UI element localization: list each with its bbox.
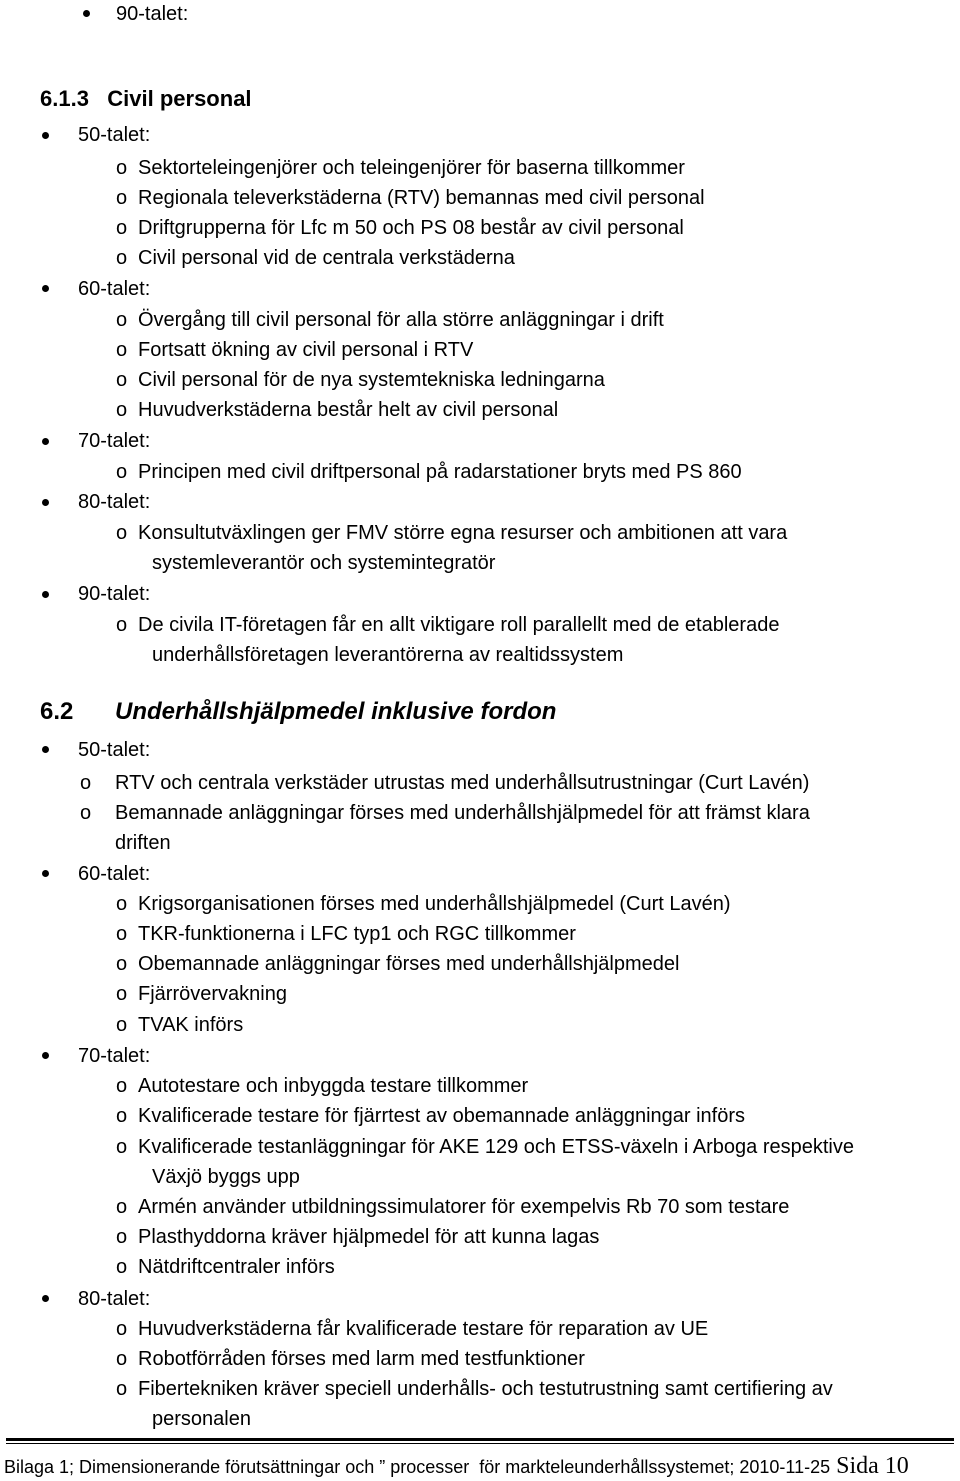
circle-bullet-icon: o: [116, 923, 128, 945]
list-item: Huvudverkstäderna får kvalificerade testare för reparation av UE: [138, 1318, 709, 1340]
list-item: Autotestare och inbyggda testare tillkommer: [138, 1075, 529, 1097]
list-item-continuation: personalen: [152, 1408, 251, 1430]
bullet-icon: [42, 870, 49, 877]
footer-text: Bilaga 1; Dimensionerande förutsättningar och ” processer för markteleunderhållssystemet; 2010-11-25: [4, 1457, 831, 1477]
bullet-icon: [42, 591, 49, 598]
bullet-icon: [42, 746, 49, 753]
circle-bullet-icon: o: [116, 187, 128, 209]
decade-label: 50-talet:: [78, 739, 151, 761]
circle-bullet-icon: o: [116, 1348, 128, 1370]
list-item: Huvudverkstäderna består helt av civil personal: [138, 399, 559, 421]
decade-label: 80-talet:: [78, 1288, 151, 1310]
list-item: TVAK införs: [138, 1014, 244, 1036]
circle-bullet-icon: o: [116, 983, 128, 1005]
list-item: Bemannade anläggningar förses med underhållshjälpmedel för att främst klara: [115, 802, 810, 824]
list-item: Civil personal vid de centrala verkstäderna: [138, 247, 515, 269]
circle-bullet-icon: o: [116, 614, 128, 636]
circle-bullet-icon: o: [116, 522, 128, 544]
list-item: Konsultutväxlingen ger FMV större egna resurser och ambitionen att vara: [138, 522, 788, 544]
list-item: Civil personal för de nya systemtekniska ledningarna: [138, 369, 605, 391]
footer-divider: [6, 1438, 954, 1441]
page-number: Sida 10: [836, 1453, 909, 1479]
list-item: Obemannade anläggningar förses med underhållshjälpmedel: [138, 953, 680, 975]
section-heading: Underhållshjälpmedel inklusive fordon: [115, 698, 557, 725]
circle-bullet-icon: o: [116, 1226, 128, 1248]
list-item-continuation: systemleverantör och systemintegratör: [152, 552, 496, 574]
circle-bullet-icon: o: [116, 461, 128, 483]
circle-bullet-icon: o: [116, 1075, 128, 1097]
circle-bullet-icon: o: [116, 1378, 128, 1400]
circle-bullet-icon: o: [80, 802, 92, 824]
section-heading: 6.1.3 Civil personal: [40, 86, 252, 111]
list-item: Fortsatt ökning av civil personal i RTV: [138, 339, 474, 361]
circle-bullet-icon: o: [116, 157, 128, 179]
circle-bullet-icon: o: [116, 339, 128, 361]
decade-label: 90-talet:: [78, 583, 151, 605]
circle-bullet-icon: o: [116, 399, 128, 421]
circle-bullet-icon: o: [116, 893, 128, 915]
decade-label: 70-talet:: [78, 1045, 151, 1067]
list-item-continuation: driften: [115, 832, 171, 854]
bullet-icon: [42, 438, 49, 445]
list-item: 90-talet:: [116, 3, 189, 25]
list-item-continuation: underhållsföretagen leverantörerna av realtidssystem: [152, 644, 624, 666]
list-item: Driftgrupperna för Lfc m 50 och PS 08 består av civil personal: [138, 217, 684, 239]
circle-bullet-icon: o: [116, 1105, 128, 1127]
list-item-continuation: Växjö byggs upp: [152, 1166, 300, 1188]
list-item: TKR-funktionerna i LFC typ1 och RGC tillkommer: [138, 923, 576, 945]
circle-bullet-icon: o: [116, 217, 128, 239]
page-footer: [4, 1455, 909, 1478]
list-item: Robotförråden förses med larm med testfunktioner: [138, 1348, 585, 1370]
bullet-icon: [42, 1295, 49, 1302]
list-item: Fibertekniken kräver speciell underhålls- och testutrustning samt certifiering av: [138, 1378, 833, 1400]
circle-bullet-icon: o: [116, 309, 128, 331]
circle-bullet-icon: o: [116, 1014, 128, 1036]
decade-label: 80-talet:: [78, 491, 151, 513]
section-number: 6.2: [40, 698, 74, 725]
bullet-icon: [42, 285, 49, 292]
decade-label: 70-talet:: [78, 430, 151, 452]
list-item: De civila IT-företagen får en allt viktigare roll parallellt med de etablerade: [138, 614, 780, 636]
circle-bullet-icon: o: [116, 369, 128, 391]
list-item: Nätdriftcentraler införs: [138, 1256, 335, 1278]
bullet-icon: [42, 499, 49, 506]
list-item: Plasthyddorna kräver hjälpmedel för att kunna lagas: [138, 1226, 600, 1248]
circle-bullet-icon: o: [116, 1256, 128, 1278]
decade-label: 60-talet:: [78, 278, 151, 300]
bullet-icon: [83, 10, 90, 17]
list-item: Övergång till civil personal för alla större anläggningar i drift: [138, 309, 664, 331]
list-item: Fjärrövervakning: [138, 983, 287, 1005]
list-item: Regionala televerkstäderna (RTV) bemannas med civil personal: [138, 187, 705, 209]
list-item: Armén använder utbildningssimulatorer för exempelvis Rb 70 som testare: [138, 1196, 790, 1218]
footer-divider-thin: [6, 1443, 954, 1444]
circle-bullet-icon: o: [116, 247, 128, 269]
list-item: Kvalificerade testanläggningar för AKE 129 och ETSS-växeln i Arboga respektive: [138, 1136, 854, 1158]
list-item: Kvalificerade testare för fjärrtest av obemannade anläggningar införs: [138, 1105, 746, 1127]
list-item: Sektorteleingenjörer och teleingenjörer för baserna tillkommer: [138, 157, 685, 179]
list-item: Krigsorganisationen förses med underhållshjälpmedel (Curt Lavén): [138, 893, 731, 915]
bullet-icon: [42, 1052, 49, 1059]
circle-bullet-icon: o: [116, 1318, 128, 1340]
decade-label: 60-talet:: [78, 863, 151, 885]
list-item: RTV och centrala verkstäder utrustas med underhållsutrustningar (Curt Lavén): [115, 772, 810, 794]
bullet-icon: [42, 132, 49, 139]
circle-bullet-icon: o: [116, 1196, 128, 1218]
decade-label: 50-talet:: [78, 124, 151, 146]
circle-bullet-icon: o: [116, 1136, 128, 1158]
circle-bullet-icon: o: [80, 772, 92, 794]
list-item: Principen med civil driftpersonal på radarstationer bryts med PS 860: [138, 461, 742, 483]
circle-bullet-icon: o: [116, 953, 128, 975]
